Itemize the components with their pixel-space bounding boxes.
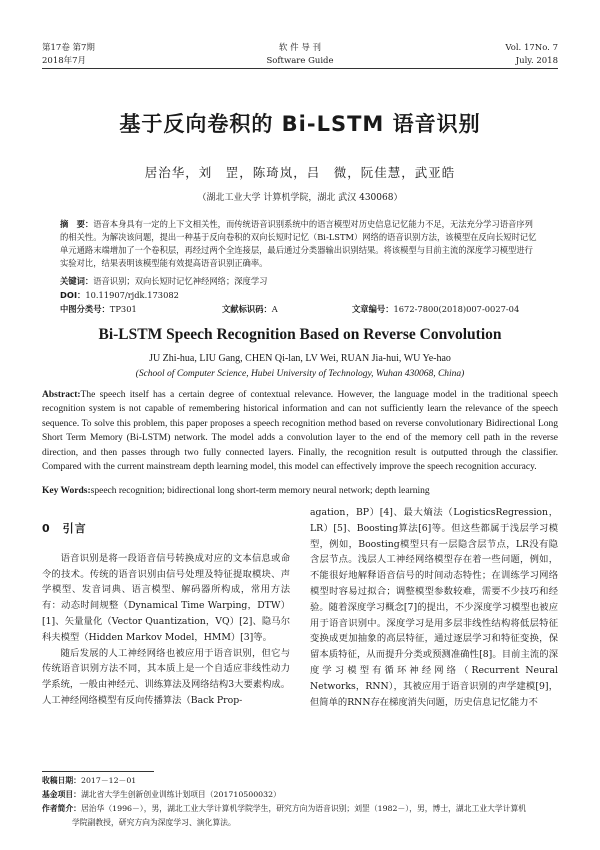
keywords-cn: [60, 275, 540, 288]
author-bio-label: 作者简介：: [42, 804, 81, 813]
affiliation-en: (School of Computer Science, Hubei University of Technology, Wuhan 430068, China): [135, 369, 465, 379]
footnote-author-bio-cont: 学院副教授，研究方向为深度学习、演化算法。: [72, 818, 236, 827]
header-volume-en: Vol. 17No. 7: [505, 43, 558, 53]
body-column-right: [310, 505, 558, 710]
footnote-divider: [42, 771, 154, 772]
doi-text: 10.11907/rjdk.173082: [85, 290, 179, 300]
keywords-cn-text: 语音识别；双向长短时记忆神经网络；深度学习: [93, 276, 268, 286]
section-heading: 0 引言: [42, 522, 87, 535]
footnote-author-bio: [42, 802, 558, 815]
header-divider: [42, 68, 558, 69]
fund-label: 基金项目：: [42, 790, 81, 799]
doi: [60, 289, 179, 302]
abstract-cn: [60, 218, 540, 270]
abstract-en-text: The speech itself has a certain degree of contextual relevance. However, the language model in the traditional speech recognition system is not capable of remembering historical information and can not sufficiently learn the relevance of the speech sequence. To solve this problem, this paper proposes a speech recognition method based on reverse convolutionary Bidirectional Long Short Term Memory (Bi-LSTM) network. The model adds a convolution layer to the end of the memory cell path in the reverse direction, and then passes through two fully connected layers. Finally, the recognition result is outputted through the classifier. Compared with the current mainstream depth learning model, this model can effectively improve the speech recognition accuracy.: [42, 390, 558, 473]
header-journal-en: Software Guide: [266, 56, 334, 66]
abstract-cn-label: 摘 要：: [60, 219, 94, 229]
document-code: [222, 303, 278, 316]
keywords-cn-label: 关键词：: [60, 276, 94, 286]
clc-number: [60, 303, 137, 316]
abstract-en-label: Abstract:: [42, 390, 81, 400]
received-text: 2017－12－01: [80, 776, 137, 785]
header-date-en: July. 2018: [515, 56, 558, 66]
abstract-en: [42, 388, 558, 474]
keywords-en: [42, 484, 558, 498]
author-bio-line1: 居治华（1996－），男，湖北工业大学计算机学院学生，研究方向为语音识别；刘罡（1982－），男，博士，湖北工业大学计算机: [80, 804, 527, 813]
header-date: 2018年7月: [42, 56, 87, 66]
affiliation-cn: （湖北工业大学 计算机学院，湖北 武汉 430068）: [197, 193, 403, 203]
body-paragraph: 语音识别是将一段语音信号转换成对应的文本信息或命令的技术。传统的语音识别由信号处理及特征提取模块、声学模型、发音词典、语言模型、解码器所构成，常用方法有：动态时间规整（Dynamical Time Warping，DTW）[1]、矢量量化（Vector Quantization，VQ）[2]、隐马尔科夫模型（Hidden Markov Model，HMM）[3]等。: [42, 552, 290, 643]
body-paragraph: agation，BP）[4]、最大熵法（LogisticsRegression，LR）[5]、Boosting算法[6]等。但这些都属于浅层学习模型，例如，Boosting模型只有一层隐含层节点，LR没有隐含层节点。浅层人工神经网络模型存在着一些问题，例如，不能很好地解释语音信号的时间动态特性；在训练学习网络模型时容易过拟合；调整模型参数较难，需要不少技巧和经验。随着深度学习概念[7]的提出，不少深度学习模型也被应用于语音识别中。深度学习是用多层非线性结构将低层特征变换成更加抽象的高层特征，通过逐层学习和特征变换，保留本质特征，从而提升分类或预测准确性[8]。目前主流的深度学习模型有循环神经网络（Recurrent Neural Networks，RNN），其被应用于语音识别的声学建模[9]，但简单的RNN存在梯度消失问题，历史信息记忆能力不: [310, 507, 558, 708]
fund-text: 湖北省大学生创新创业训练计划项目（201710500032）: [80, 790, 281, 799]
abstract-cn-text: 语音本身具有一定的上下文相关性，而传统语音识别系统中的语言模型对历史信息记忆能力不足，无法充分学习语音序列的相关性。为解决该问题，提出一种基于反向卷积的双向长短时记忆（Bi-LSTM）网络的语音识别方法，该模型在反向长短时记忆单元通路末端增加了一个卷积层，再经过两个全连接层，最后通过分类器输出识别结果。将该模型与目前主流的深度学习模型进行实验对比，结果表明该模型能有效提高语音识别正确率。: [60, 219, 537, 268]
authors-en: JU Zhi-hua, LIU Gang, CHEN Qi-lan, LV Wei, RUAN Jia-hui, WU Ye-hao: [149, 353, 451, 364]
paper-title-en: Bi-LSTM Speech Recognition Based on Reverse Convolution: [98, 326, 502, 343]
body-paragraph: 随后发展的人工神经网络也被应用于语音识别，但它与传统语音识别方法不同，其本质上是一个自适应非线性动力学系统，一般由神经元、训练算法及网络结构3大要素构成。人工神经网络模型有反向传播算法（Back Prop-: [42, 647, 290, 706]
header-issue-en: [505, 42, 558, 68]
authors-cn: 居治华，刘 罡，陈琦岚，吕 微，阮佳慧，武亚皓: [144, 165, 456, 180]
header-journal-cn: 软 件 导 刊: [278, 43, 322, 53]
clc-label: 中图分类号：: [60, 304, 110, 314]
footnote-received: [42, 774, 558, 787]
article-no-label: 文章编号：: [352, 304, 394, 314]
clc-text: TP301: [109, 304, 137, 314]
header-volume: 第17卷 第7期: [42, 43, 95, 53]
doc-code-text: A: [271, 304, 278, 314]
doi-label: DOI：: [60, 290, 86, 300]
paper-title-cn: 基于反向卷积的 Bi-LSTM 语音识别: [119, 112, 481, 136]
footnote-fund: [42, 788, 558, 801]
body-column-left: [42, 505, 290, 709]
keywords-en-text: speech recognition; bidirectional long short-term memory neural network; depth learning: [90, 486, 430, 496]
article-number: [352, 303, 519, 316]
received-label: 收稿日期：: [42, 776, 81, 785]
doc-code-label: 文献标识码：: [222, 304, 272, 314]
keywords-en-label: Key Words:: [42, 486, 91, 496]
article-no-text: 1672-7800(2018)007-0027-04: [393, 304, 520, 314]
